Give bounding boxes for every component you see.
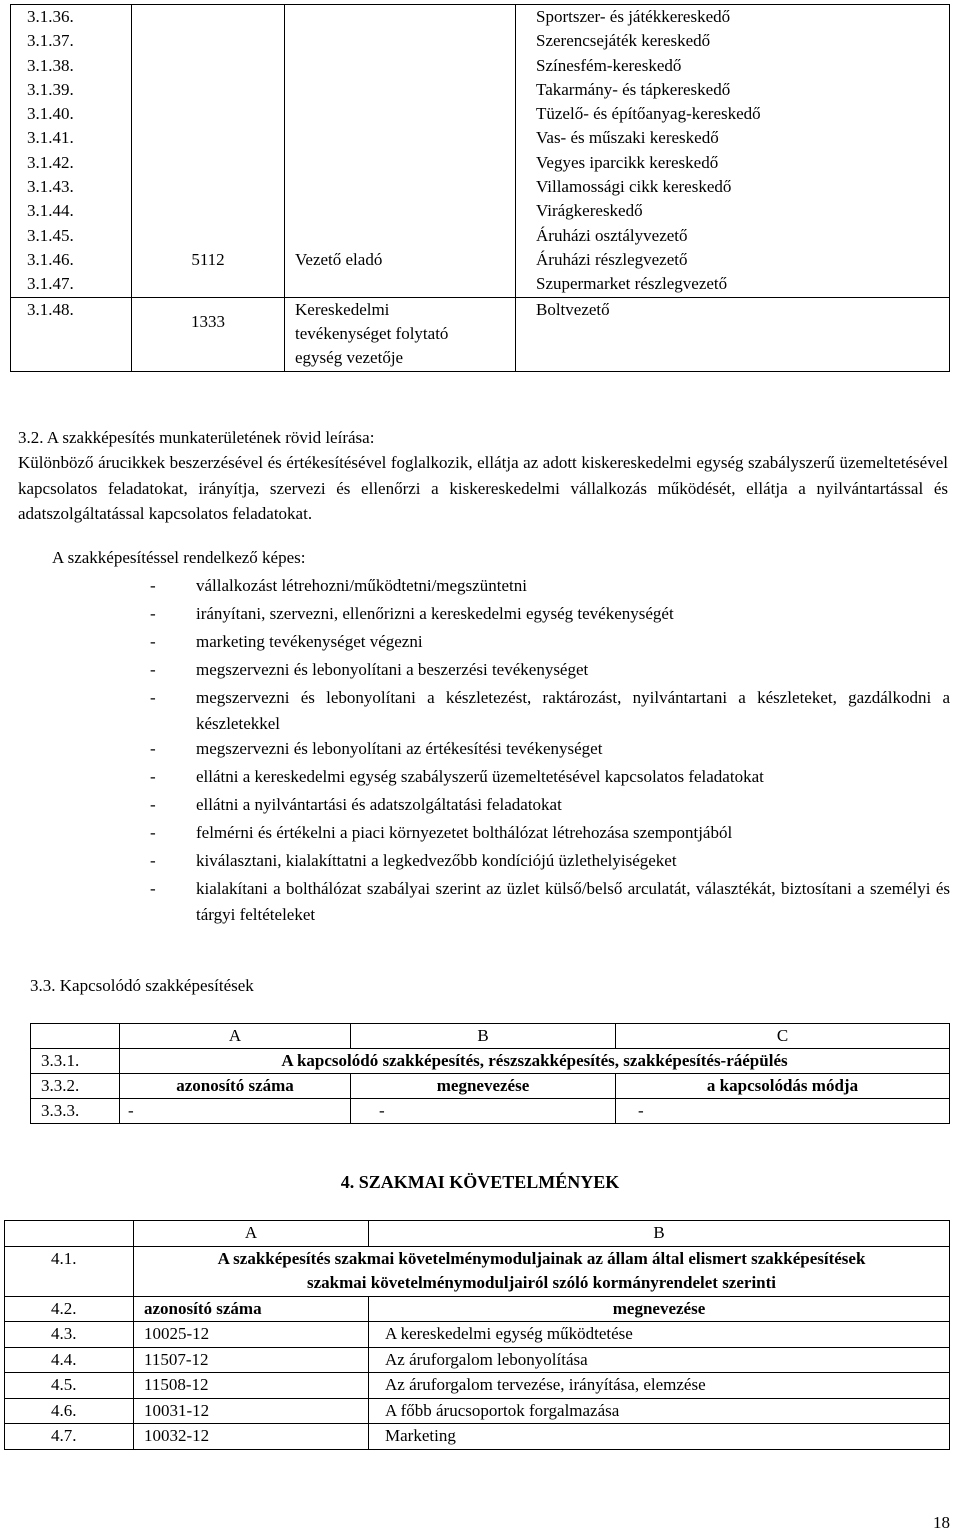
- t33-row3-a: -: [120, 1099, 351, 1124]
- module-name: A főbb árucsoportok forgalmazása: [369, 1398, 950, 1424]
- occupation-code: 5112: [132, 248, 285, 272]
- occupation-title: [285, 151, 516, 175]
- table-row: [11, 5, 950, 30]
- module-number: 4.3.: [5, 1322, 134, 1348]
- list-dash: -: [150, 795, 156, 814]
- occupation-title: [285, 102, 516, 126]
- t4-row1-num: 4.1.: [5, 1246, 134, 1296]
- t33-row2-b: megnevezése: [351, 1074, 616, 1099]
- t4-row1-line2: szakmai követelménymoduljairól szóló kormányrendelet szerinti: [306, 1273, 777, 1292]
- list-item-text: megszervezni és lebonyolítani a beszerzési tevékenységet: [196, 660, 589, 679]
- list-item-text: kiválasztani, kialakíttatni a legkedvezőbb kondíciójú üzlethelyiségeket: [196, 851, 677, 870]
- module-number: 4.6.: [5, 1398, 134, 1424]
- list-dash: -: [150, 739, 156, 758]
- occupation-title-line: egység vezetője: [295, 348, 404, 368]
- occupation-title-line: Kereskedelmi: [295, 299, 390, 319]
- page-number: 18: [933, 1513, 950, 1532]
- occupation-code: [132, 5, 285, 30]
- list-dash: -: [150, 632, 156, 651]
- row-number: 3.1.39.: [11, 78, 132, 102]
- job-name: Színesfém-kereskedő: [536, 55, 682, 75]
- table-row: [11, 175, 950, 199]
- row-number: 3.1.47.: [11, 272, 132, 297]
- list-item-text: felmérni és értékelni a piaci környezetet bolthálózat létrehozása szempontjából: [196, 823, 733, 842]
- module-number: 4.4.: [5, 1347, 134, 1373]
- list-item-text: ellátni a kereskedelmi egység szabályszerű üzemeltetésével kapcsolatos feladatokat: [196, 767, 764, 786]
- t33-row1-num: 3.3.1.: [31, 1049, 120, 1074]
- job-name: Szupermarket részlegvezető: [536, 274, 728, 294]
- module-name: Az áruforgalom tervezése, irányítása, elemzése: [369, 1373, 950, 1399]
- occupation-code: [132, 199, 285, 223]
- module-number: 4.5.: [5, 1373, 134, 1399]
- t33-row1-text: A kapcsolódó szakképesítés, részszakképesítés, szakképesítés-ráépülés: [120, 1049, 950, 1074]
- occupation-code: [132, 175, 285, 199]
- t33-col-b: B: [351, 1024, 616, 1049]
- table-row: [11, 248, 950, 272]
- t33-col-c: C: [616, 1024, 950, 1049]
- list-item-text: marketing tevékenységet végezni: [196, 632, 423, 651]
- occupation-title: [285, 199, 516, 223]
- t4-corner: [5, 1221, 134, 1247]
- list-item-text: irányítani, szervezni, ellenőrizni a kereskedelmi egység tevékenységét: [196, 604, 674, 623]
- row-number: 3.1.36.: [11, 5, 132, 30]
- row-number: 3.1.46.: [11, 248, 132, 272]
- module-id: 10031-12: [134, 1398, 369, 1424]
- occupation-title: [285, 29, 516, 53]
- job-name: Tüzelő- és építőanyag-kereskedő: [536, 104, 761, 124]
- job-name: Áruházi részlegvezető: [536, 249, 688, 269]
- section-3-3-heading: 3.3. Kapcsolódó szakképesítések: [30, 976, 254, 995]
- job-name: Áruházi osztályvezető: [536, 225, 688, 245]
- list-dash: -: [150, 879, 156, 898]
- row-number: 3.1.44.: [11, 199, 132, 223]
- occupation-code: [132, 272, 285, 297]
- t33-col-a: A: [120, 1024, 351, 1049]
- t4-row2-b: megnevezése: [369, 1296, 950, 1322]
- table-row: [5, 1424, 950, 1450]
- occupation-title: Vezető eladó: [285, 248, 516, 272]
- occupation-title: [285, 54, 516, 78]
- list-dash: -: [150, 660, 156, 679]
- module-id: 11508-12: [134, 1373, 369, 1399]
- occupation-title-line: tevékenységet folytató: [295, 323, 449, 343]
- occupation-code: [132, 224, 285, 248]
- row-number: 3.1.48.: [11, 297, 132, 371]
- list-dash: -: [150, 604, 156, 623]
- occupation-code: [132, 151, 285, 175]
- occupation-title: [285, 5, 516, 30]
- table-row: [11, 78, 950, 102]
- list-item-text: ellátni a nyilvántartási és adatszolgáltatási feladatokat: [196, 795, 562, 814]
- occupation-title: [285, 272, 516, 297]
- job-name: Virágkereskedő: [536, 201, 643, 221]
- occupation-code-text: 1333: [191, 311, 225, 331]
- section-3-2-heading: 3.2. A szakképesítés munkaterületének rövid leírása:: [18, 428, 375, 447]
- occupation-title: [285, 297, 516, 371]
- job-name: Boltvezető: [516, 297, 950, 371]
- row-number: 3.1.41.: [11, 126, 132, 150]
- table-row: [11, 126, 950, 150]
- row-number: 3.1.42.: [11, 151, 132, 175]
- t33-row2-a: azonosító száma: [120, 1074, 351, 1099]
- list-item-text: vállalkozást létrehozni/működtetni/megszüntetni: [196, 576, 527, 595]
- table-row: [11, 297, 950, 371]
- list-dash: -: [150, 576, 156, 595]
- module-name: Marketing: [369, 1424, 950, 1450]
- list-item-text: kialakítani a bolthálózat szabályai szerint az üzlet külső/belső arculatát, választékát, biztosítani a személyi és tárgyi feltételeket: [196, 879, 950, 924]
- list-dash: -: [150, 767, 156, 786]
- row-number: 3.1.43.: [11, 175, 132, 199]
- table-row: [11, 272, 950, 297]
- t33-row3-c: -: [616, 1099, 950, 1124]
- occupation-code: [132, 29, 285, 53]
- occupation-title: [285, 175, 516, 199]
- table-row: [5, 1322, 950, 1348]
- job-name: Vas- és műszaki kereskedő: [536, 128, 719, 148]
- t33-row2-num: 3.3.2.: [31, 1074, 120, 1099]
- section-4-heading: 4. SZAKMAI KÖVETELMÉNYEK: [340, 1172, 620, 1192]
- occupation-code: [132, 102, 285, 126]
- table-row: [11, 54, 950, 78]
- table-row: [11, 224, 950, 248]
- table-row: [5, 1373, 950, 1399]
- job-name: Sportszer- és játékkereskedő: [536, 7, 731, 26]
- list-item-text: megszervezni és lebonyolítani a készletezést, raktározást, nyilvántartani a készleteket, gazdálkodni a készletekkel: [196, 688, 950, 733]
- t33-row3-num: 3.3.3.: [31, 1099, 120, 1124]
- t4-row1-text: [134, 1246, 950, 1296]
- job-name: Szerencsejáték kereskedő: [536, 31, 711, 51]
- t33-row2-c: a kapcsolódás módja: [616, 1074, 950, 1099]
- t33-corner: [31, 1024, 120, 1049]
- table-row: [11, 102, 950, 126]
- occupation-title: [285, 126, 516, 150]
- module-id: 11507-12: [134, 1347, 369, 1373]
- module-name: A kereskedelmi egység működtetése: [369, 1322, 950, 1348]
- module-id: 10032-12: [134, 1424, 369, 1450]
- related-qualifications-table: [30, 1023, 950, 1124]
- row-number: 3.1.38.: [11, 54, 132, 78]
- table-row: [5, 1347, 950, 1373]
- t4-row1-line1: A szakképesítés szakmai követelménymoduljainak az állam által elismert szakképesítések: [217, 1248, 866, 1268]
- row-number: 3.1.45.: [11, 224, 132, 248]
- job-name: Villamossági cikk kereskedő: [536, 177, 732, 197]
- module-name: Az áruforgalom lebonyolítása: [369, 1347, 950, 1373]
- t4-row2-a: azonosító száma: [134, 1296, 369, 1322]
- job-name: Vegyes iparcikk kereskedő: [536, 152, 719, 172]
- table-row: [5, 1398, 950, 1424]
- occupation-title: [285, 224, 516, 248]
- list-dash: -: [150, 823, 156, 842]
- occupation-code: [132, 126, 285, 150]
- table-row: [11, 29, 950, 53]
- occupation-code: [132, 78, 285, 102]
- table-row: [11, 151, 950, 175]
- capable-intro: A szakképesítéssel rendelkező képes:: [52, 548, 306, 567]
- module-number: 4.7.: [5, 1424, 134, 1450]
- occupation-title: [285, 78, 516, 102]
- table-row: [11, 199, 950, 223]
- t4-col-b: B: [369, 1221, 950, 1247]
- list-item-text: megszervezni és lebonyolítani az értékesítési tevékenységet: [196, 739, 603, 758]
- t4-col-a: A: [134, 1221, 369, 1247]
- module-id: 10025-12: [134, 1322, 369, 1348]
- list-dash: -: [150, 688, 156, 707]
- row-number: 3.1.37.: [11, 29, 132, 53]
- occupation-code: [132, 54, 285, 78]
- row-number: 3.1.40.: [11, 102, 132, 126]
- section-3-2-description: Különböző árucikkek beszerzésével és értékesítésével foglalkozik, ellátja az adott kiskereskedelmi egység szabályszerű üzemeltetésével kapcsolatos feladatokat, irányítja, szervezi és ellenőrzi a kiskereskedelmi vállalkozás működését, ellátja a nyilvántartással és adatszolgáltatással kapcsolatos feladatokat.: [18, 453, 948, 523]
- occupation-code: [132, 297, 285, 371]
- occupation-table: [10, 4, 950, 372]
- job-name: Takarmány- és tápkereskedő: [536, 79, 731, 99]
- list-dash: -: [150, 851, 156, 870]
- module-requirements-table: [4, 1220, 950, 1450]
- t4-row2-num: 4.2.: [5, 1296, 134, 1322]
- t33-row3-b: -: [351, 1099, 616, 1124]
